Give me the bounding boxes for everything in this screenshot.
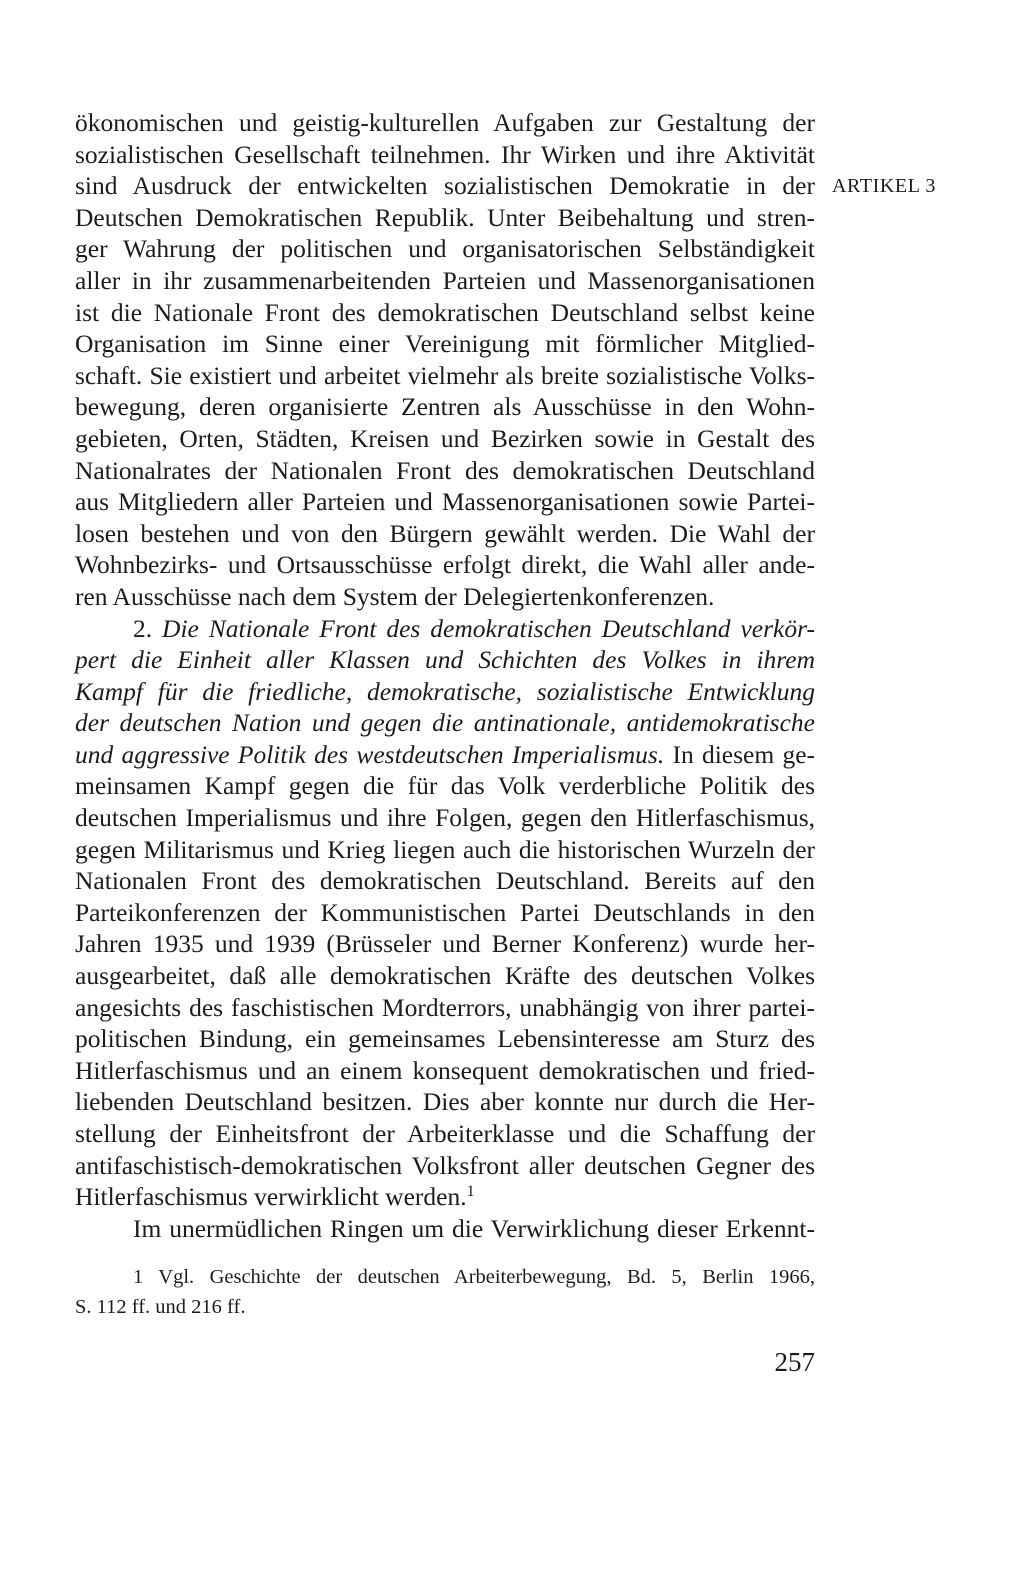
italic-text-line: pert die Einheit aller Klassen und Schichten des Volkes in ihrem xyxy=(75,645,815,675)
text-line: Jahren 1935 und 1939 (Brüsseler und Berner Konferenz) wurde her- xyxy=(75,929,815,959)
mixed-text-line xyxy=(75,739,815,771)
footnote-reference[interactable]: 1 xyxy=(466,1183,475,1201)
italic-text-line: der deutschen Nation und gegen die antinationale, antidemokratische xyxy=(75,708,815,738)
text-line: sozialistischen Gesellschaft teilnehmen. Ihr Wirken und ihre Aktivität xyxy=(75,139,815,169)
text-line: ger Wahrung der politischen und organisatorischen Selbständigkeit xyxy=(75,234,815,264)
text-line: Organisation im Sinne einer Vereinigung mit förmlicher Mitglied- xyxy=(75,329,815,359)
text-line: gebieten, Orten, Städten, Kreisen und Bezirken sowie in Gestalt des xyxy=(75,423,815,453)
text-line: angesichts des faschistischen Mordterrors, unabhängig von ihrer partei- xyxy=(75,992,815,1022)
text-line: gegen Militarismus und Krieg liegen auch die historischen Wurzeln der xyxy=(75,834,815,864)
text-line: deutschen Imperialismus und ihre Folgen, gegen den Hitlerfaschismus, xyxy=(75,803,815,833)
text-line: politischen Bindung, ein gemeinsames Lebensinteresse am Sturz des xyxy=(75,1024,815,1054)
text-line: ren Ausschüsse nach dem System der Delegiertenkonferenzen. xyxy=(75,581,715,611)
section-2-first-line xyxy=(75,613,815,645)
section-3-first-line: Im unermüdlichen Ringen um die Verwirklichung dieser Erkennt- xyxy=(133,1213,815,1243)
text-line: ist die Nationale Front des demokratischen Deutschland selbst keine xyxy=(75,297,815,327)
text-line: liebenden Deutschland besitzen. Dies aber konnte nur durch die Her- xyxy=(75,1087,815,1117)
roman-text: In diesem ge- xyxy=(672,739,816,769)
footnote xyxy=(75,1262,815,1322)
text-line: schaft. Sie existiert und arbeitet vielmehr als breite sozialistische Volks- xyxy=(75,360,815,390)
margin-article-label: ARTIKEL 3 xyxy=(832,175,936,197)
text-line: ausgearbeitet, daß alle demokratischen Kräfte des deutschen Volkes xyxy=(75,961,815,991)
text-line: Hitlerfaschismus und an einem konsequent demokratischen und fried- xyxy=(75,1055,815,1085)
text-line: ökonomischen und geistig-kulturellen Aufgaben zur Gestaltung der xyxy=(75,108,815,137)
text-line-with-footnote-ref xyxy=(75,1181,815,1213)
italic-text: Die Nationale Front des demokratischen Deutschland verkör- xyxy=(162,613,815,643)
text-line: Hitlerfaschismus verwirklicht werden. xyxy=(75,1182,467,1212)
italic-text-line: Kampf für die friedliche, demokratische, sozialistische Entwicklung xyxy=(75,676,815,706)
text-line: meinsamen Kampf gegen die für das Volk verderbliche Politik des xyxy=(75,771,815,801)
text-line: stellung der Einheitsfront der Arbeiterklasse und die Schaffung der xyxy=(75,1119,815,1148)
text-line: Deutschen Demokratischen Republik. Unter Beibehaltung und stren- xyxy=(75,202,815,232)
text-line: antifaschistisch-demokratischen Volksfront aller deutschen Gegner des xyxy=(75,1150,815,1180)
text-line: sind Ausdruck der entwickelten sozialistischen Demokratie in der xyxy=(75,171,815,201)
text-line: bewegung, deren organisierte Zentren als Ausschüsse in den Wohn- xyxy=(75,392,815,422)
text-line: Nationalen Front des demokratischen Deutschland. Bereits auf den xyxy=(75,866,815,896)
text-line: aus Mitgliedern aller Parteien und Massenorganisationen sowie Partei- xyxy=(75,487,815,517)
main-text xyxy=(75,107,815,1244)
italic-text: und aggressive Politik des westdeutschen Imperialismus. xyxy=(75,739,665,769)
text-line: Nationalrates der Nationalen Front des demokratischen Deutschland xyxy=(75,455,815,485)
footnote-line: S. 112 ff. und 216 ff. xyxy=(75,1296,246,1318)
text-line: Parteikonferenzen der Kommunistischen Partei Deutschlands in den xyxy=(75,897,815,927)
text-line: Wohnbezirks- und Ortsausschüsse erfolgt direkt, die Wahl aller ande- xyxy=(75,550,815,580)
page-number: 257 xyxy=(774,1347,815,1377)
footnote-line: 1 Vgl. Geschichte der deutschen Arbeiterbewegung, Bd. 5, Berlin 1966, xyxy=(133,1266,815,1288)
text-line: losen bestehen und von den Bürgern gewählt werden. Die Wahl der xyxy=(75,518,815,548)
section-number: 2. xyxy=(133,613,153,643)
text-line: aller in ihr zusammenarbeitenden Parteien und Massenorganisationen xyxy=(75,265,815,295)
